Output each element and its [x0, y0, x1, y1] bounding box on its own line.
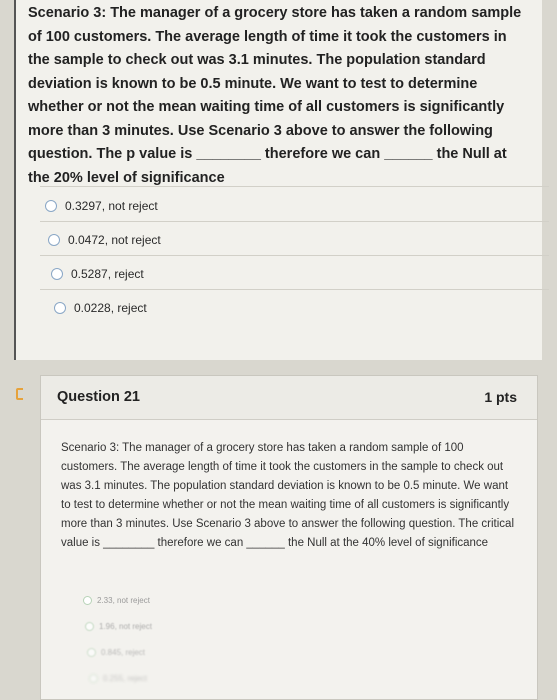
question-21-header — [41, 376, 537, 420]
answer-label: 2.33, not reject — [97, 596, 150, 605]
answer-label: 0.3297, not reject — [65, 199, 158, 213]
answer-option-3[interactable] — [51, 267, 144, 281]
card-left-border — [14, 0, 16, 360]
radio-button[interactable] — [89, 674, 98, 683]
answer-option-4[interactable] — [89, 674, 147, 683]
divider — [40, 221, 549, 222]
answer-option-4[interactable] — [54, 301, 147, 315]
answer-option-3[interactable] — [87, 648, 145, 657]
radio-button[interactable] — [85, 622, 94, 631]
answer-label: 0.845, reject — [101, 648, 146, 657]
answer-option-2[interactable] — [85, 622, 152, 631]
radio-button[interactable] — [45, 200, 57, 212]
answer-option-1[interactable] — [83, 596, 150, 605]
question-points: 1 pts — [484, 389, 517, 405]
radio-button[interactable] — [48, 234, 60, 246]
question-20-text: Scenario 3: The manager of a grocery store has taken a random sample of 100 customers. The average length of time it took the customers in the sample to check out was 3.1 minutes. The population standard deviation is known to be 0.5 minute. We want to test to determine whether or not the mean waiting time of all customers is significantly more than 3 minutes. Use Scenario 3 above to answer the following question. The p value is ________ therefore we can ______ the Null at the 20% level of significance — [28, 5, 522, 186]
question-21-text: Scenario 3: The manager of a grocery store has taken a random sample of 100 customers. The average length of time it took the customers in the sample to check out was 3.1 minutes. The population standard deviation is known to be 0.5 minute. We want to test to determine whether or not the mean waiting time of all customers is significantly more than 3 minutes. Use Scenario 3 above to answer the following question. The critical value is ________ therefore we can ______ the Null at the 40% level of significance — [61, 442, 515, 549]
radio-button[interactable] — [51, 268, 63, 280]
answer-option-2[interactable] — [48, 233, 161, 247]
radio-button[interactable] — [87, 648, 96, 657]
radio-button[interactable] — [83, 596, 92, 605]
divider — [40, 289, 549, 290]
divider — [40, 186, 549, 187]
flag-question-icon[interactable] — [16, 388, 28, 400]
question-title: Question 21 — [57, 389, 140, 405]
answer-label: 0.0228, reject — [74, 301, 147, 315]
answer-option-1[interactable] — [45, 199, 158, 213]
answer-label: 1.96, not reject — [99, 622, 152, 631]
divider — [40, 255, 549, 256]
answer-label: 0.0472, not reject — [68, 233, 161, 247]
radio-button[interactable] — [54, 302, 66, 314]
answer-label: 0.255, reject — [103, 674, 148, 683]
question-21-card — [40, 375, 538, 700]
answer-label: 0.5287, reject — [71, 267, 144, 281]
